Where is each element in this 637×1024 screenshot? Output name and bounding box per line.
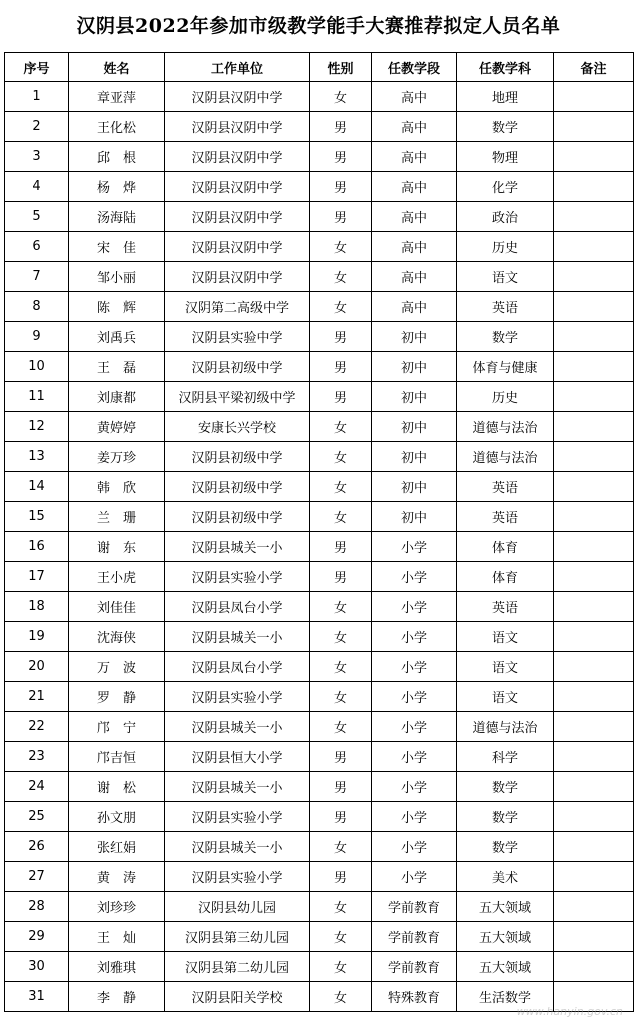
col-workplace-cell: 汉阴县初级中学: [165, 502, 310, 532]
col-gender-cell: 女: [310, 652, 372, 682]
col-gender-cell: 男: [310, 142, 372, 172]
col-remarks-cell: [554, 262, 634, 292]
table-row: [5, 442, 634, 472]
col-name-cell: 万 波: [69, 652, 165, 682]
col-workplace-cell: 汉阴县汉阴中学: [165, 262, 310, 292]
col-subject-cell: 道德与法治: [457, 712, 554, 742]
table-row: [5, 922, 634, 952]
table-row: [5, 202, 634, 232]
col-index-cell: 29: [5, 922, 69, 952]
col-stage-cell: 高中: [372, 142, 457, 172]
col-subject-cell: 数学: [457, 832, 554, 862]
col-remarks-cell: [554, 592, 634, 622]
col-remarks-cell: [554, 292, 634, 322]
col-remarks-cell: [554, 112, 634, 142]
candidate-table: [4, 52, 634, 1012]
col-name-cell: 刘佳佳: [69, 592, 165, 622]
col-remarks-cell: [554, 202, 634, 232]
col-subject-cell: 数学: [457, 322, 554, 352]
col-workplace-cell: 汉阴县汉阴中学: [165, 82, 310, 112]
col-name-cell: 杨 烨: [69, 172, 165, 202]
table-row: [5, 742, 634, 772]
col-name-cell: 邹小丽: [69, 262, 165, 292]
col-stage-cell: 初中: [372, 412, 457, 442]
col-subject-cell: 道德与法治: [457, 442, 554, 472]
col-gender-cell: 女: [310, 622, 372, 652]
col-workplace-cell: 汉阴县实验小学: [165, 682, 310, 712]
col-subject-cell: 政治: [457, 202, 554, 232]
page-title: 汉阴县2022年参加市级教学能手大赛推荐拟定人员名单: [76, 15, 561, 37]
col-name-cell: 王 灿: [69, 922, 165, 952]
col-index-cell: 26: [5, 832, 69, 862]
col-workplace-cell: 汉阴县城关一小: [165, 772, 310, 802]
col-gender-cell: 女: [310, 712, 372, 742]
col-workplace-cell: 汉阴县城关一小: [165, 832, 310, 862]
col-name-cell: 章亚萍: [69, 82, 165, 112]
col-remarks-cell: [554, 442, 634, 472]
col-workplace-cell: 汉阴县汉阴中学: [165, 232, 310, 262]
col-gender-cell: 男: [310, 562, 372, 592]
col-index-cell: 15: [5, 502, 69, 532]
col-name-cell: 邝吉恒: [69, 742, 165, 772]
col-workplace-cell: 汉阴县实验小学: [165, 802, 310, 832]
col-subject-cell: 语文: [457, 622, 554, 652]
col-stage-cell: 初中: [372, 352, 457, 382]
col-gender-cell: 女: [310, 262, 372, 292]
col-remarks-cell: [554, 622, 634, 652]
col-index-cell: 3: [5, 142, 69, 172]
col-name-cell: 姜万珍: [69, 442, 165, 472]
col-subject-cell: 五大领域: [457, 952, 554, 982]
table-row: [5, 832, 634, 862]
col-workplace-cell: 汉阴第二高级中学: [165, 292, 310, 322]
col-gender-cell: 女: [310, 442, 372, 472]
table-row: [5, 412, 634, 442]
col-stage-cell: 高中: [372, 172, 457, 202]
col-gender-cell: 男: [310, 112, 372, 142]
col-remarks-cell: [554, 172, 634, 202]
col-index-cell: 17: [5, 562, 69, 592]
col-index-cell: 27: [5, 862, 69, 892]
col-remarks-cell: [554, 352, 634, 382]
col-subject-cell: 历史: [457, 382, 554, 412]
col-stage-cell: 高中: [372, 112, 457, 142]
col-stage-cell: 初中: [372, 382, 457, 412]
table-row: [5, 502, 634, 532]
col-index-cell: 6: [5, 232, 69, 262]
col-remarks-cell: [554, 922, 634, 952]
col-name-cell: 张红娟: [69, 832, 165, 862]
col-index-cell: 11: [5, 382, 69, 412]
col-index-cell: 12: [5, 412, 69, 442]
col-stage-cell: 高中: [372, 292, 457, 322]
col-gender-cell: 男: [310, 802, 372, 832]
col-name-cell: 谢 松: [69, 772, 165, 802]
col-index-cell: 31: [5, 982, 69, 1012]
col-subject-cell: 五大领域: [457, 892, 554, 922]
col-gender-cell: 女: [310, 292, 372, 322]
col-remarks-cell: [554, 412, 634, 442]
col-index-cell: 28: [5, 892, 69, 922]
col-stage-cell: 特殊教育: [372, 982, 457, 1012]
col-workplace-cell: 汉阴县城关一小: [165, 622, 310, 652]
col-stage-cell: 初中: [372, 502, 457, 532]
table-row: [5, 172, 634, 202]
col-gender-cell: 女: [310, 682, 372, 712]
table-row: [5, 712, 634, 742]
col-remarks-cell: [554, 322, 634, 352]
col-subject-cell: 美术: [457, 862, 554, 892]
col-subject-cell: 英语: [457, 502, 554, 532]
col-index-cell: 30: [5, 952, 69, 982]
col-workplace-cell: 汉阴县实验小学: [165, 562, 310, 592]
col-subject-cell: 数学: [457, 802, 554, 832]
table-row: [5, 142, 634, 172]
table-row: [5, 472, 634, 502]
col-remarks-cell: [554, 502, 634, 532]
header-col-name: 姓名: [69, 53, 165, 82]
col-name-cell: 黄 涛: [69, 862, 165, 892]
col-stage-cell: 小学: [372, 832, 457, 862]
col-name-cell: 王化松: [69, 112, 165, 142]
table-row: [5, 532, 634, 562]
col-gender-cell: 女: [310, 232, 372, 262]
col-gender-cell: 男: [310, 382, 372, 412]
col-stage-cell: 小学: [372, 682, 457, 712]
col-name-cell: 刘雅琪: [69, 952, 165, 982]
col-stage-cell: 学前教育: [372, 922, 457, 952]
table-row: [5, 772, 634, 802]
col-stage-cell: 小学: [372, 622, 457, 652]
col-name-cell: 王 磊: [69, 352, 165, 382]
table-row: [5, 862, 634, 892]
col-stage-cell: 学前教育: [372, 892, 457, 922]
col-workplace-cell: 汉阴县初级中学: [165, 352, 310, 382]
table-row: [5, 112, 634, 142]
col-stage-cell: 小学: [372, 862, 457, 892]
col-remarks-cell: [554, 772, 634, 802]
col-workplace-cell: 汉阴县凤台小学: [165, 652, 310, 682]
col-remarks-cell: [554, 652, 634, 682]
col-name-cell: 谢 东: [69, 532, 165, 562]
col-name-cell: 孙文朋: [69, 802, 165, 832]
col-stage-cell: 小学: [372, 562, 457, 592]
table-row: [5, 622, 634, 652]
col-subject-cell: 英语: [457, 592, 554, 622]
col-index-cell: 7: [5, 262, 69, 292]
col-stage-cell: 学前教育: [372, 952, 457, 982]
col-index-cell: 4: [5, 172, 69, 202]
col-index-cell: 22: [5, 712, 69, 742]
col-subject-cell: 物理: [457, 142, 554, 172]
table-header-row: [5, 53, 634, 82]
col-subject-cell: 生活数学: [457, 982, 554, 1012]
col-remarks-cell: [554, 232, 634, 262]
col-stage-cell: 高中: [372, 82, 457, 112]
col-gender-cell: 女: [310, 892, 372, 922]
col-remarks-cell: [554, 382, 634, 412]
col-subject-cell: 语文: [457, 652, 554, 682]
col-remarks-cell: [554, 862, 634, 892]
table-row: [5, 352, 634, 382]
col-name-cell: 李 静: [69, 982, 165, 1012]
col-workplace-cell: 汉阴县恒大小学: [165, 742, 310, 772]
col-workplace-cell: 汉阴县平梁初级中学: [165, 382, 310, 412]
table-row: [5, 82, 634, 112]
col-subject-cell: 地理: [457, 82, 554, 112]
col-remarks-cell: [554, 82, 634, 112]
col-gender-cell: 女: [310, 982, 372, 1012]
col-subject-cell: 历史: [457, 232, 554, 262]
table-row: [5, 802, 634, 832]
col-gender-cell: 男: [310, 322, 372, 352]
col-name-cell: 邱 根: [69, 142, 165, 172]
col-name-cell: 沈海侠: [69, 622, 165, 652]
col-stage-cell: 小学: [372, 532, 457, 562]
col-workplace-cell: 汉阴县实验小学: [165, 862, 310, 892]
col-index-cell: 24: [5, 772, 69, 802]
col-remarks-cell: [554, 142, 634, 172]
col-index-cell: 14: [5, 472, 69, 502]
col-subject-cell: 英语: [457, 472, 554, 502]
col-index-cell: 9: [5, 322, 69, 352]
col-subject-cell: 道德与法治: [457, 412, 554, 442]
header-col-remarks: 备注: [554, 53, 634, 82]
table-row: [5, 592, 634, 622]
col-remarks-cell: [554, 712, 634, 742]
table-body: [5, 82, 634, 1012]
col-stage-cell: 小学: [372, 592, 457, 622]
col-remarks-cell: [554, 682, 634, 712]
col-workplace-cell: 汉阴县第三幼儿园: [165, 922, 310, 952]
col-gender-cell: 女: [310, 472, 372, 502]
header-col-gender: 性别: [310, 53, 372, 82]
col-subject-cell: 体育: [457, 562, 554, 592]
col-index-cell: 25: [5, 802, 69, 832]
col-subject-cell: 体育与健康: [457, 352, 554, 382]
col-workplace-cell: 汉阴县城关一小: [165, 532, 310, 562]
table-row: [5, 652, 634, 682]
col-remarks-cell: [554, 952, 634, 982]
col-name-cell: 刘禹兵: [69, 322, 165, 352]
col-workplace-cell: 安康长兴学校: [165, 412, 310, 442]
col-name-cell: 刘珍珍: [69, 892, 165, 922]
col-gender-cell: 女: [310, 952, 372, 982]
col-name-cell: 黄婷婷: [69, 412, 165, 442]
col-gender-cell: 女: [310, 592, 372, 622]
col-subject-cell: 数学: [457, 772, 554, 802]
col-subject-cell: 数学: [457, 112, 554, 142]
col-name-cell: 罗 静: [69, 682, 165, 712]
col-name-cell: 汤海陆: [69, 202, 165, 232]
col-gender-cell: 男: [310, 352, 372, 382]
col-workplace-cell: 汉阴县汉阴中学: [165, 112, 310, 142]
col-subject-cell: 化学: [457, 172, 554, 202]
col-index-cell: 21: [5, 682, 69, 712]
col-workplace-cell: 汉阴县初级中学: [165, 442, 310, 472]
col-gender-cell: 女: [310, 412, 372, 442]
col-name-cell: 刘康都: [69, 382, 165, 412]
header-col-stage: 任教学段: [372, 53, 457, 82]
col-stage-cell: 小学: [372, 772, 457, 802]
header-col-index: 序号: [5, 53, 69, 82]
col-remarks-cell: [554, 832, 634, 862]
col-name-cell: 王小虎: [69, 562, 165, 592]
table-row: [5, 262, 634, 292]
col-index-cell: 5: [5, 202, 69, 232]
col-remarks-cell: [554, 742, 634, 772]
col-index-cell: 20: [5, 652, 69, 682]
col-workplace-cell: 汉阴县幼儿园: [165, 892, 310, 922]
col-stage-cell: 小学: [372, 712, 457, 742]
table-row: [5, 682, 634, 712]
header-col-workplace: 工作单位: [165, 53, 310, 82]
col-index-cell: 19: [5, 622, 69, 652]
col-stage-cell: 高中: [372, 202, 457, 232]
col-gender-cell: 男: [310, 772, 372, 802]
col-workplace-cell: 汉阴县汉阴中学: [165, 172, 310, 202]
col-stage-cell: 高中: [372, 262, 457, 292]
col-name-cell: 兰 珊: [69, 502, 165, 532]
col-workplace-cell: 汉阴县汉阴中学: [165, 142, 310, 172]
col-gender-cell: 女: [310, 82, 372, 112]
table-row: [5, 292, 634, 322]
col-remarks-cell: [554, 892, 634, 922]
col-workplace-cell: 汉阴县汉阴中学: [165, 202, 310, 232]
col-index-cell: 10: [5, 352, 69, 382]
col-stage-cell: 小学: [372, 742, 457, 772]
col-index-cell: 16: [5, 532, 69, 562]
col-name-cell: 邝 宁: [69, 712, 165, 742]
col-stage-cell: 小学: [372, 802, 457, 832]
col-gender-cell: 女: [310, 832, 372, 862]
col-stage-cell: 初中: [372, 472, 457, 502]
table-row: [5, 952, 634, 982]
col-remarks-cell: [554, 562, 634, 592]
table-row: [5, 562, 634, 592]
table-row: [5, 892, 634, 922]
col-index-cell: 18: [5, 592, 69, 622]
col-subject-cell: 英语: [457, 292, 554, 322]
col-index-cell: 1: [5, 82, 69, 112]
col-gender-cell: 男: [310, 742, 372, 772]
col-remarks-cell: [554, 472, 634, 502]
col-stage-cell: 小学: [372, 652, 457, 682]
col-subject-cell: 语文: [457, 682, 554, 712]
col-gender-cell: 男: [310, 202, 372, 232]
col-workplace-cell: 汉阴县城关一小: [165, 712, 310, 742]
col-gender-cell: 女: [310, 502, 372, 532]
col-index-cell: 23: [5, 742, 69, 772]
col-workplace-cell: 汉阴县初级中学: [165, 472, 310, 502]
col-workplace-cell: 汉阴县阳关学校: [165, 982, 310, 1012]
col-name-cell: 陈 辉: [69, 292, 165, 322]
col-index-cell: 8: [5, 292, 69, 322]
col-stage-cell: 高中: [372, 232, 457, 262]
table-row: [5, 382, 634, 412]
col-gender-cell: 女: [310, 922, 372, 952]
watermark: www.hanyin.gov.cn: [516, 1005, 623, 1018]
col-subject-cell: 科学: [457, 742, 554, 772]
col-name-cell: 韩 欣: [69, 472, 165, 502]
col-index-cell: 2: [5, 112, 69, 142]
col-subject-cell: 五大领域: [457, 922, 554, 952]
table-row: [5, 322, 634, 352]
col-remarks-cell: [554, 802, 634, 832]
col-subject-cell: 语文: [457, 262, 554, 292]
col-workplace-cell: 汉阴县凤台小学: [165, 592, 310, 622]
col-subject-cell: 体育: [457, 532, 554, 562]
col-stage-cell: 初中: [372, 322, 457, 352]
table-row: [5, 232, 634, 262]
col-workplace-cell: 汉阴县第二幼儿园: [165, 952, 310, 982]
col-gender-cell: 男: [310, 862, 372, 892]
col-gender-cell: 男: [310, 532, 372, 562]
header-col-subject: 任教学科: [457, 53, 554, 82]
col-name-cell: 宋 佳: [69, 232, 165, 262]
col-stage-cell: 初中: [372, 442, 457, 472]
col-remarks-cell: [554, 532, 634, 562]
col-index-cell: 13: [5, 442, 69, 472]
col-workplace-cell: 汉阴县实验中学: [165, 322, 310, 352]
col-gender-cell: 男: [310, 172, 372, 202]
